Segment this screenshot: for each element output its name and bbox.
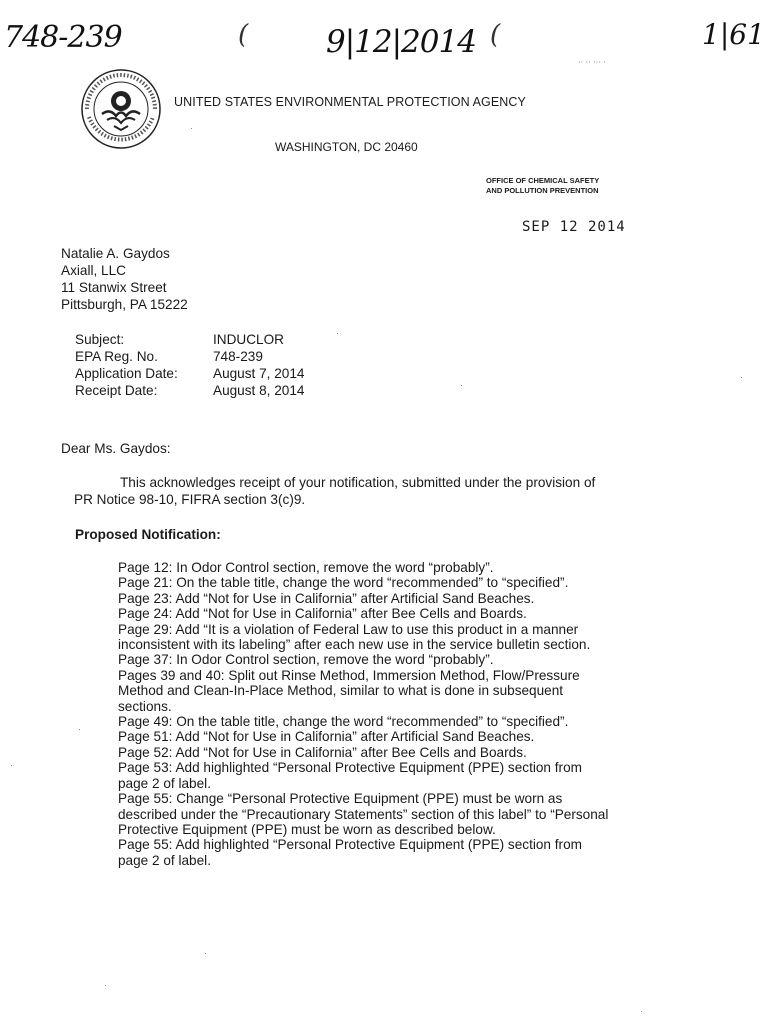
office-line: AND POLLUTION PREVENTION	[486, 186, 599, 195]
notification-line: Page 23: Add “Not for Use in California” after Artificial Sand Beaches.	[118, 590, 535, 606]
notification-line: sections.	[118, 698, 172, 714]
subject-value: August 8, 2014	[213, 383, 305, 398]
scan-speck: ·	[640, 1006, 643, 1016]
scan-speck: ·	[10, 760, 13, 770]
handwritten-mark: (	[490, 20, 501, 50]
handwritten-mark: (	[238, 20, 249, 50]
subject-block	[75, 331, 304, 399]
scan-speck: ·	[104, 980, 107, 990]
agency-name: UNITED STATES ENVIRONMENTAL PROTECTION AGENCY	[174, 95, 526, 109]
notification-line: Page 51: Add “Not for Use in California” after Artificial Sand Beaches.	[118, 729, 535, 745]
scan-speck: ·	[78, 724, 81, 734]
notification-line: page 2 of label.	[118, 852, 211, 868]
handwritten-page-mark: 1|61	[702, 18, 765, 51]
intro-line: PR Notice 98-10, FIFRA section 3(c)9.	[74, 492, 306, 507]
scan-speck: ·	[204, 948, 207, 958]
scan-speck: ·	[460, 380, 463, 390]
subject-label: Application Date:	[75, 366, 178, 381]
subject-row	[75, 348, 304, 365]
notification-line: Page 53: Add highlighted “Personal Protective Equipment (PPE) section from	[118, 760, 582, 776]
handwritten-file-number: 748-239	[4, 20, 122, 55]
notification-line: Page 49: On the table title, change the word “recommended” to “specified”.	[118, 714, 569, 730]
recipient-company: Axiall, LLC	[61, 263, 126, 278]
notification-list	[118, 560, 678, 868]
notification-line: Protective Equipment (PPE) must be worn as described below.	[118, 821, 496, 837]
scan-speck: ·	[190, 123, 193, 133]
scan-speck: ·	[740, 372, 743, 382]
notification-line: Page 12: In Odor Control section, remove the word “probably”.	[118, 560, 494, 575]
scan-speck: ·	[336, 328, 339, 338]
epa-seal	[80, 68, 162, 150]
notification-line: Page 55: Change “Personal Protective Equipment (PPE) must be worn as	[118, 791, 563, 807]
intro-paragraph	[74, 474, 694, 508]
subject-value: August 7, 2014	[213, 366, 305, 381]
recipient-street: 11 Stanwix Street	[61, 280, 167, 295]
subject-row	[75, 382, 304, 399]
agency-address: WASHINGTON, DC 20460	[275, 140, 418, 154]
recipient-address	[61, 245, 188, 313]
handwritten-date: 9|12|2014	[326, 24, 476, 60]
notification-line: Page 52: Add “Not for Use in California” after Bee Cells and Boards.	[118, 744, 527, 760]
notification-line: inconsistent with its labeling” after each new use in the service bulletin section.	[118, 637, 591, 653]
subject-label: Subject:	[75, 332, 125, 347]
subject-value: 748-239	[213, 349, 263, 364]
section-heading: Proposed Notification:	[75, 527, 221, 542]
subject-row	[75, 331, 304, 348]
intro-line: This acknowledges receipt of your notification, submitted under the provision of	[120, 475, 596, 490]
notification-line: Method and Clean-In-Place Method, similar to what is done in subsequent	[118, 683, 564, 699]
notification-line: Pages 39 and 40: Split out Rinse Method, Immersion Method, Flow/Pressure	[118, 667, 580, 683]
office-name	[486, 176, 599, 196]
salutation: Dear Ms. Gaydos:	[61, 441, 171, 456]
subject-label: Receipt Date:	[75, 383, 158, 398]
subject-row	[75, 365, 304, 382]
subject-value: INDUCLOR	[213, 332, 284, 347]
notification-line: Page 29: Add “It is a violation of Federal Law to use this product in a manner	[118, 621, 579, 637]
office-line: OFFICE OF CHEMICAL SAFETY	[486, 176, 600, 185]
recipient-name: Natalie A. Gaydos	[61, 246, 170, 261]
date-stamp: SEP 12 2014	[522, 219, 626, 235]
subject-label: EPA Reg. No.	[75, 349, 158, 364]
notification-line: page 2 of label.	[118, 775, 211, 791]
notification-line: Page 24: Add “Not for Use in California” after Bee Cells and Boards.	[118, 606, 527, 622]
notification-line: described under the “Precautionary Statements” section of this label” to “Personal	[118, 806, 609, 822]
recipient-city: Pittsburgh, PA 15222	[61, 297, 188, 312]
notification-line: Page 55: Add highlighted “Personal Protective Equipment (PPE) section from	[118, 837, 582, 853]
notification-line: Page 37: In Odor Control section, remove the word “probably”.	[118, 652, 494, 668]
notification-line: Page 21: On the table title, change the word “recommended” to “specified”.	[118, 575, 569, 591]
scan-specks: ·· ·· ··· ·	[578, 58, 606, 67]
